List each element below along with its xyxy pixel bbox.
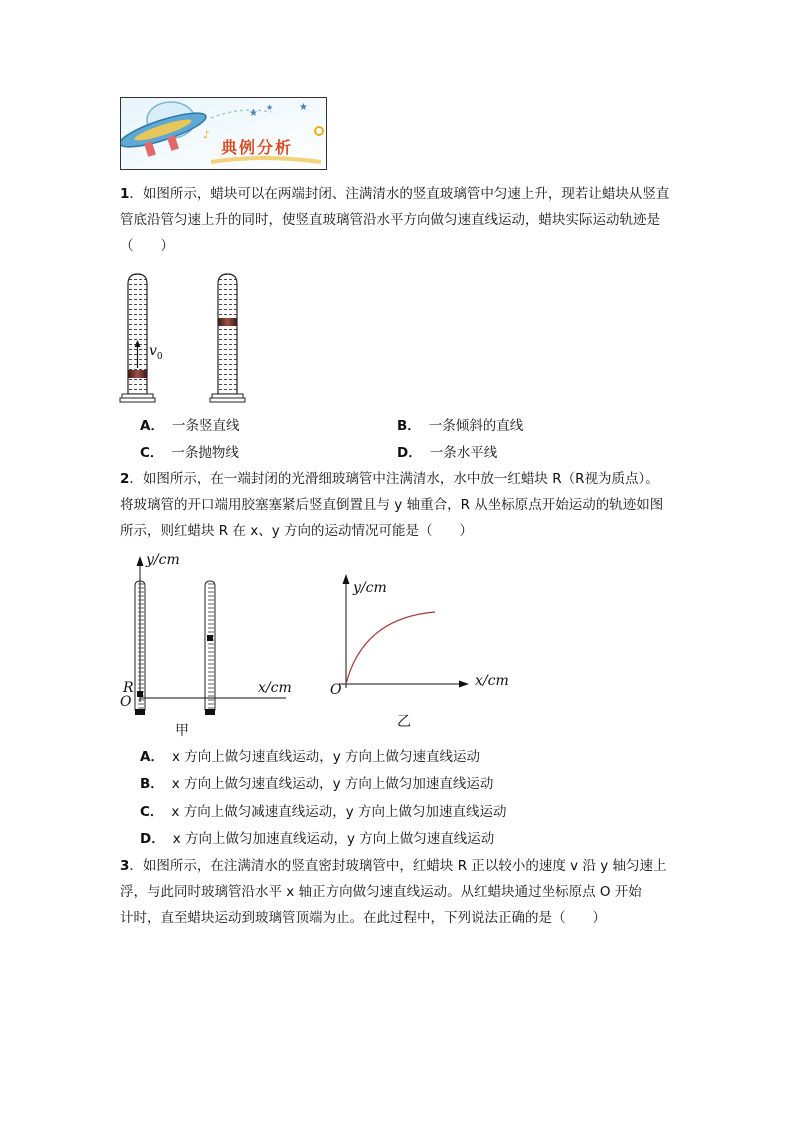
q2-figure-jia bbox=[116, 550, 306, 740]
jia-block-right bbox=[207, 635, 213, 641]
yi-caption: 乙 bbox=[397, 714, 411, 730]
q1-tubes-figure bbox=[118, 272, 258, 406]
jia-tube-right bbox=[205, 581, 215, 710]
jia-x-axis-label: x/cm bbox=[258, 680, 292, 696]
q2-option-c[interactable]: C． x 方向上做匀减速直线运动，y 方向上做匀加速直线运动 bbox=[140, 804, 507, 820]
q1-option-c[interactable]: C． 一条抛物线 bbox=[140, 445, 239, 461]
section-banner bbox=[120, 97, 327, 170]
jia-tube-left bbox=[135, 581, 145, 710]
q1-option-b[interactable]: B． 一条倾斜的直线 bbox=[397, 418, 524, 434]
q2-option-a[interactable]: A． x 方向上做匀速直线运动，y 方向上做匀速直线运动 bbox=[140, 749, 481, 765]
ufo-illustration bbox=[121, 98, 327, 170]
question-3-text: 3．如图所示，在注满清水的竖直密封玻璃管中，红蜡块 R 正以较小的速度 v 沿 y 轴匀速上 浮，与此同时玻璃管沿水平 x 轴正方向做匀速直线运动。从红蜡块通过坐标原点 O 开始 计时，直至蜡块运动到玻璃管顶端为止。在此过程中，下列说法正确的是（ ） bbox=[120, 858, 667, 926]
q2-option-b[interactable]: B． x 方向上做匀速直线运动，y 方向上做匀加速直线运动 bbox=[140, 776, 494, 792]
yi-x-axis-label: x/cm bbox=[475, 673, 509, 689]
question-number: 1 bbox=[120, 186, 130, 202]
tube-right bbox=[218, 274, 237, 394]
jia-block-left bbox=[137, 691, 143, 697]
jia-r-label: R bbox=[123, 680, 134, 696]
q1-option-a[interactable]: A． 一条竖直线 bbox=[140, 418, 240, 434]
question-1-body: ．如图所示，蜡块可以在两端封闭、注满清水的竖直玻璃管中匀速上升，现若让蜡块从竖直管底沿管匀速上升的同时，使竖直玻璃管沿水平方向做匀速直线运动，蜡块实际运动轨迹是（ ） bbox=[120, 186, 670, 254]
yi-origin-label: O bbox=[330, 682, 342, 698]
banner-title: 典例分析 bbox=[221, 138, 294, 157]
jia-caption: 甲 bbox=[175, 723, 189, 739]
svg-text:★: ★ bbox=[299, 102, 308, 113]
question-2-text: 2．如图所示，在一端封闭的光滑细玻璃管中注满清水，水中放一红蜡块 R（R视为质点）。 将玻璃管的开口端用胶塞塞紧后竖直倒置且与 y 轴重合，R 从坐标原点开始运动的轨迹如图 所示，则红蜡块 R 在 x、y 方向的运动情况可能是（ ） bbox=[120, 471, 664, 539]
question-1-text bbox=[120, 181, 680, 259]
q2-option-d[interactable]: D． x 方向上做匀加速直线运动，y 方向上做匀速直线运动 bbox=[140, 831, 495, 847]
q1-option-d[interactable]: D． 一条水平线 bbox=[397, 445, 498, 461]
star-icon: ★ bbox=[249, 108, 258, 119]
svg-text:♪: ♪ bbox=[203, 130, 210, 141]
q2-figure-yi bbox=[325, 570, 485, 700]
jia-y-axis-label: y/cm bbox=[146, 552, 180, 568]
yi-y-axis-label: y/cm bbox=[353, 580, 387, 596]
trajectory-curve bbox=[346, 612, 435, 684]
velocity-label: $v_0$ bbox=[149, 343, 163, 362]
wax-block-right bbox=[218, 318, 237, 326]
wax-block-left bbox=[128, 370, 147, 378]
jia-origin-label: O bbox=[120, 694, 132, 710]
svg-text:★: ★ bbox=[266, 103, 274, 112]
